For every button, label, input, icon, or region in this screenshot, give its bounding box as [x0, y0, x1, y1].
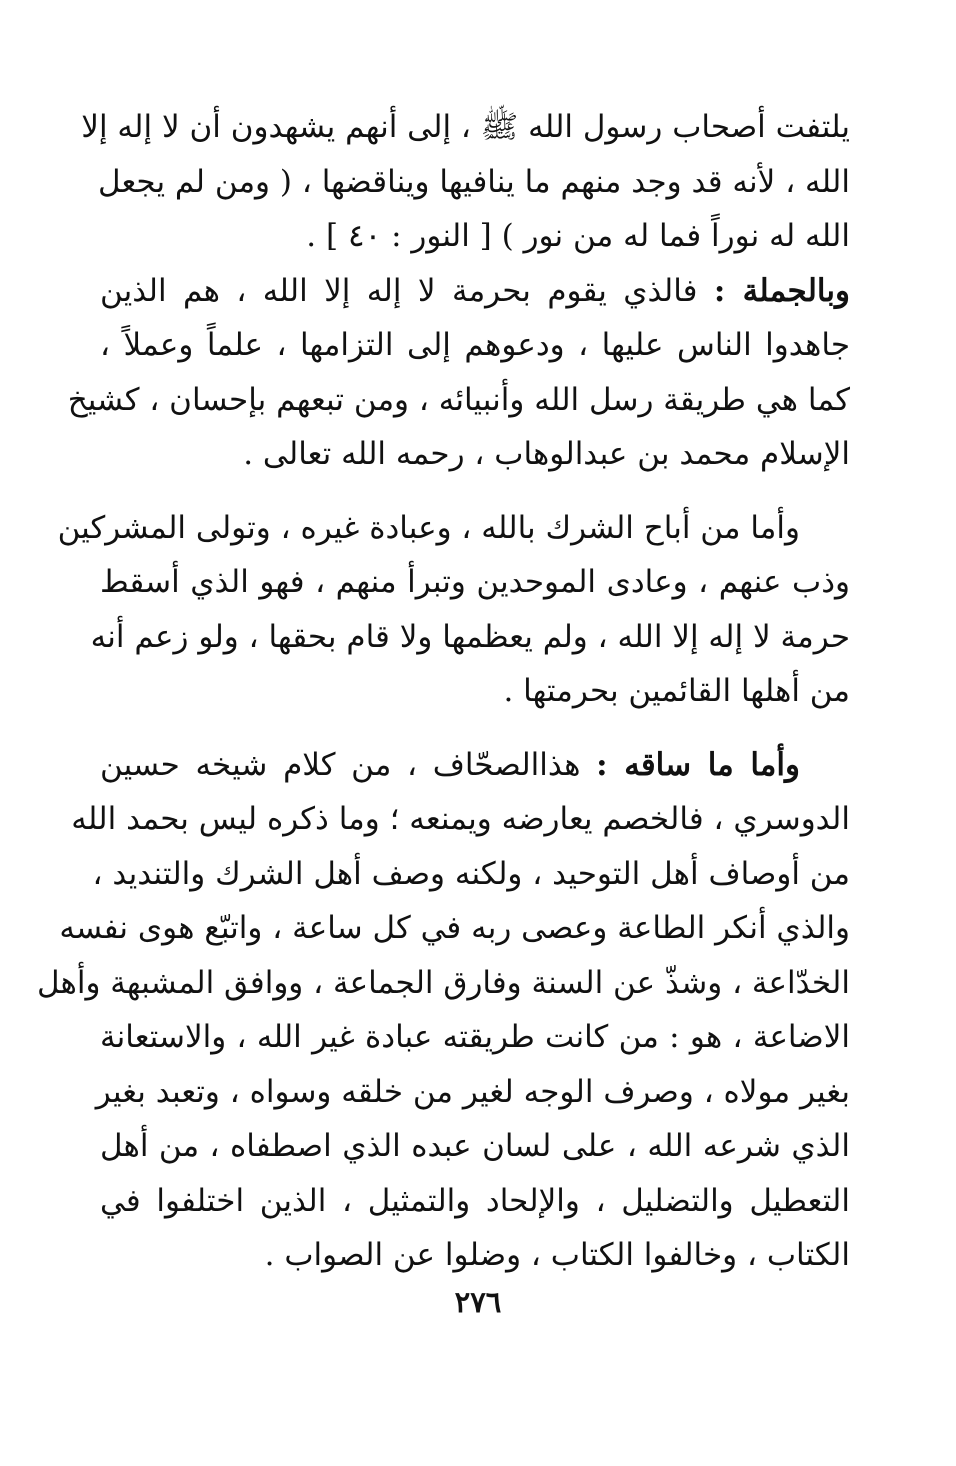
text-line: الاضاعة ، هو : من كانت طريقته عبادة غير الله ، والاستعانة: [100, 1019, 850, 1055]
text-line: بغير مولاه ، وصرف الوجه لغير من خلقه وسواه ، وتعبد بغير: [95, 1073, 850, 1110]
text-line: والذي أنكر الطاعة وعصى ربه في كل ساعة ، واتبّع هوى نفسه: [59, 910, 850, 946]
paragraph-lead: وأما ما ساقه :: [596, 746, 800, 783]
text-line: الذي شرعه الله ، على لسان عبده الذي اصطفاه ، من أهل: [100, 1128, 850, 1164]
text-line-rest: هذاالصحّاف ، من كلام شيخه حسين: [100, 746, 581, 783]
text-line-rest: فالذي يقوم بحرمة لا إله إلا الله ، هم الذين: [100, 272, 698, 309]
paragraph-lead: وبالجملة :: [713, 272, 850, 309]
text-line: وذب عنهم ، وعادى الموحدين وتبرأ منهم ، فهو الذي أسقط: [100, 564, 850, 600]
text-line: الله له نوراً فما له من نور ) [ النور : ٤٠ ] .: [306, 218, 850, 254]
text-line: يلتفت أصحاب رسول الله ﷺ ، إلى أنهم يشهدون أن لا إله إلا: [81, 109, 850, 145]
text-line: [100, 264, 850, 319]
text-line: وأما من أباح الشرك بالله ، وعبادة غيره ، وتولى المشركين: [57, 509, 800, 546]
text-line: كما هي طريقة رسل الله وأنبيائه ، ومن تبعهم بإحسان ، كشيخ: [67, 381, 850, 418]
page-text-body: [37, 100, 850, 1283]
text-line: [100, 738, 850, 793]
text-line: الدوسري ، فالخصم يعارضه ويمنعه ؛ وما ذكره ليس بحمد الله: [71, 801, 850, 837]
text-line: حرمة لا إله إلا الله ، ولم يعظمها ولا قام بحقها ، ولو زعم أنه: [90, 618, 850, 655]
text-line: من أهلها القائمين بحرمتها .: [503, 673, 850, 709]
text-line: الخدّاعة ، وشذّ عن السنة وفارق الجماعة ، ووافق المشبهة وأهل: [37, 964, 850, 1001]
text-line: التعطيل والتضليل ، والإلحاد والتمثيل ، الذين اختلفوا في: [100, 1182, 850, 1219]
text-line: جاهدوا الناس عليها ، ودعوهم إلى التزامها ، علماً وعملاً ،: [100, 327, 850, 363]
text-line: الكتاب ، وخالفوا الكتاب ، وضلوا عن الصواب .: [264, 1237, 850, 1273]
text-line: من أوصاف أهل التوحيد ، ولكنه وصف أهل الشرك والتنديد ،: [92, 855, 850, 892]
text-line: الإسلام محمد بن عبدالوهاب ، رحمه الله تعالى .: [243, 436, 850, 472]
page-number: ٢٧٦: [454, 1285, 502, 1319]
text-line: الله ، لأنه قد وجد منهم ما ينافيها ويناقضها ، ( ومن لم يجعل: [98, 163, 850, 200]
